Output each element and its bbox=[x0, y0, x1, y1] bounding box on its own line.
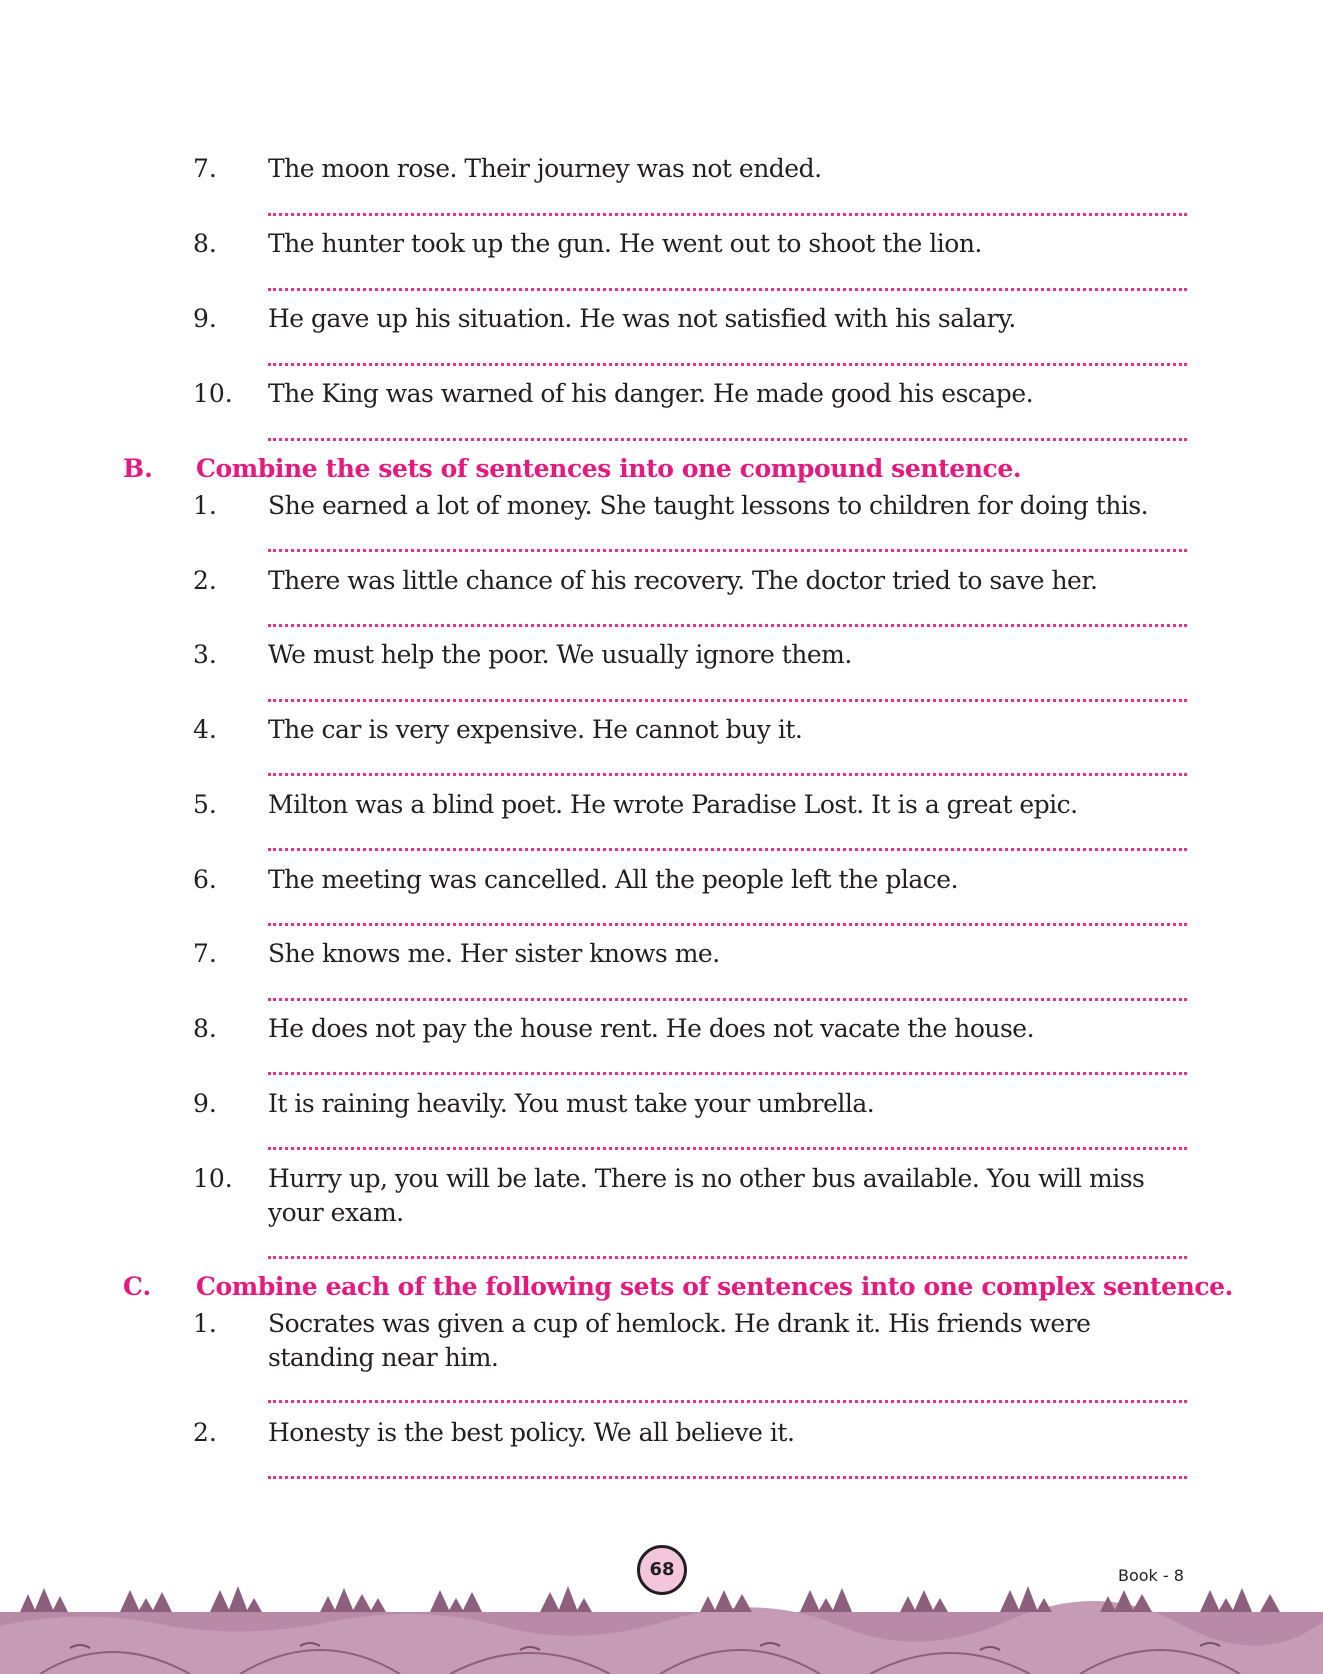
item-sentence: We must help the poor. We usually ignore them. bbox=[268, 640, 852, 669]
section-c-letter: C. bbox=[123, 1272, 152, 1301]
answer-line[interactable] bbox=[268, 998, 1187, 1001]
item-sentence: The moon rose. Their journey was not ended. bbox=[268, 154, 822, 183]
answer-line[interactable] bbox=[268, 213, 1187, 216]
section-b-heading: Combine the sets of sentences into one compound sentence. bbox=[196, 454, 1022, 483]
item-number: 10. bbox=[193, 379, 233, 408]
item-sentence: Honesty is the best policy. We all believe it. bbox=[268, 1418, 795, 1447]
answer-line[interactable] bbox=[268, 1256, 1187, 1259]
item-number: 6. bbox=[193, 865, 217, 894]
answer-line[interactable] bbox=[268, 624, 1187, 627]
answer-line[interactable] bbox=[268, 923, 1187, 926]
item-number: 9. bbox=[193, 1089, 217, 1118]
answer-line[interactable] bbox=[268, 1476, 1187, 1479]
item-number: 5. bbox=[193, 790, 217, 819]
item-sentence: Milton was a blind poet. He wrote Paradise Lost. It is a great epic. bbox=[268, 790, 1078, 819]
item-sentence: Hurry up, you will be late. There is no other bus available. You will miss your exam. bbox=[268, 1164, 1145, 1227]
item-number: 3. bbox=[193, 640, 217, 669]
answer-line[interactable] bbox=[268, 549, 1187, 552]
item-number: 7. bbox=[193, 154, 217, 183]
answer-line[interactable] bbox=[268, 288, 1187, 291]
item-sentence: He gave up his situation. He was not satisfied with his salary. bbox=[268, 304, 1016, 333]
item-sentence: Socrates was given a cup of hemlock. He drank it. His friends were standing near him. bbox=[268, 1309, 1091, 1372]
answer-line[interactable] bbox=[268, 848, 1187, 851]
item-number: 2. bbox=[193, 1418, 217, 1447]
section-c-heading: Combine each of the following sets of sentences into one complex sentence. bbox=[196, 1272, 1233, 1301]
item-sentence: The hunter took up the gun. He went out to shoot the lion. bbox=[268, 229, 982, 258]
item-number: 7. bbox=[193, 939, 217, 968]
item-sentence: He does not pay the house rent. He does not vacate the house. bbox=[268, 1014, 1035, 1043]
item-number: 4. bbox=[193, 715, 217, 744]
answer-line[interactable] bbox=[268, 773, 1187, 776]
answer-line[interactable] bbox=[268, 699, 1187, 702]
item-sentence: She earned a lot of money. She taught lessons to children for doing this. bbox=[268, 491, 1149, 520]
item-sentence: The King was warned of his danger. He made good his escape. bbox=[268, 379, 1034, 408]
book-label: Book - 8 bbox=[1118, 1566, 1184, 1585]
answer-line[interactable] bbox=[268, 1400, 1187, 1403]
answer-line[interactable] bbox=[268, 1072, 1187, 1075]
item-sentence: The meeting was cancelled. All the people left the place. bbox=[268, 865, 959, 894]
section-b-letter: B. bbox=[123, 454, 153, 483]
page-number-badge: 68 bbox=[637, 1545, 687, 1595]
answer-line[interactable] bbox=[268, 1147, 1187, 1150]
answer-line[interactable] bbox=[268, 363, 1187, 366]
item-sentence: There was little chance of his recovery. The doctor tried to save her. bbox=[268, 566, 1098, 595]
item-number: 8. bbox=[193, 1014, 217, 1043]
item-number: 2. bbox=[193, 566, 217, 595]
item-sentence: The car is very expensive. He cannot buy it. bbox=[268, 715, 803, 744]
answer-line[interactable] bbox=[268, 438, 1187, 441]
item-number: 10. bbox=[193, 1164, 233, 1193]
item-number: 8. bbox=[193, 229, 217, 258]
item-sentence: It is raining heavily. You must take your umbrella. bbox=[268, 1089, 875, 1118]
item-number: 9. bbox=[193, 304, 217, 333]
item-number: 1. bbox=[193, 1309, 217, 1338]
item-number: 1. bbox=[193, 491, 217, 520]
item-sentence: She knows me. Her sister knows me. bbox=[268, 939, 720, 968]
